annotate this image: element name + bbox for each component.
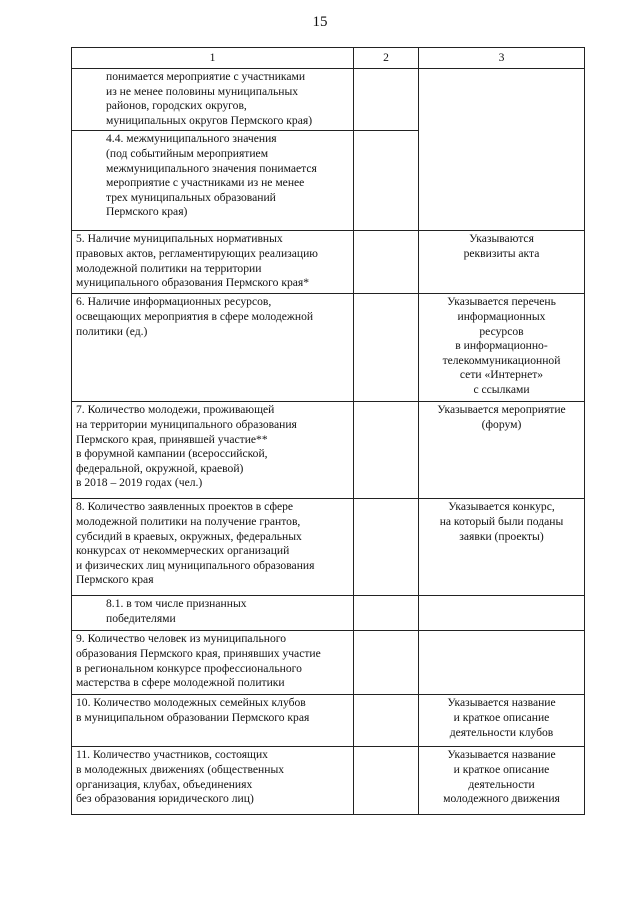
table-row (72, 695, 585, 747)
indicator-cell: 8. Количество заявленных проектов в сфере молодежной политики на получение грантов, субсидий в краевых, окружных, федеральных конкурсах от некоммерческих организаций и физических лиц муниципального образования Пермского края (72, 499, 354, 596)
column-header-3: 3 (419, 48, 585, 69)
indicators-table (71, 47, 585, 815)
value-cell (354, 631, 419, 695)
value-cell (354, 231, 419, 294)
value-cell (354, 131, 419, 231)
indicator-cell: 11. Количество участников, состоящих в молодежных движениях (общественных организация, клубах, объединениях без образования юридического лиц) (72, 747, 354, 815)
note-cell: Указывается перечень информационных ресурсов в информационно- телекоммуникационной сети «Интернет» с ссылками (419, 294, 585, 402)
indicator-cell: 8.1. в том числе признанных победителями (72, 596, 354, 631)
column-header-1: 1 (72, 48, 354, 69)
value-cell (354, 747, 419, 815)
value-cell (354, 499, 419, 596)
note-cell: Указываются реквизиты акта (419, 231, 585, 294)
value-cell (354, 69, 419, 131)
value-cell (354, 596, 419, 631)
value-cell (354, 402, 419, 499)
table-row (72, 402, 585, 499)
table-row (72, 499, 585, 596)
table-row (72, 596, 585, 631)
column-header-2: 2 (354, 48, 419, 69)
note-cell (419, 631, 585, 695)
indicator-cell: 6. Наличие информационных ресурсов, освещающих мероприятия в сфере молодежной политики (ед.) (72, 294, 354, 402)
note-cell: Указывается название и краткое описание деятельности клубов (419, 695, 585, 747)
note-cell (419, 596, 585, 631)
note-cell: Указывается название и краткое описание деятельности молодежного движения (419, 747, 585, 815)
table-row (72, 69, 585, 131)
note-cell: Указывается мероприятие (форум) (419, 402, 585, 499)
indicator-cell: 7. Количество молодежи, проживающей на территории муниципального образования Пермского края, принявшей участие** в форумной кампании (всероссийской, федеральной, окружной, краевой) в 2018 – 2019 годах (чел.) (72, 402, 354, 499)
indicator-cell: 5. Наличие муниципальных нормативных правовых актов, регламентирующих реализацию молодежной политики на территории муниципального образования Пермского края* (72, 231, 354, 294)
table-row (72, 294, 585, 402)
value-cell (354, 695, 419, 747)
indicator-cell: понимается мероприятие с участниками из не менее половины муниципальных районов, городских округов, муниципальных округов Пермского края) (72, 69, 354, 131)
table-row (72, 231, 585, 294)
indicator-cell: 10. Количество молодежных семейных клубов в муниципальном образовании Пермского края (72, 695, 354, 747)
table-header-row (72, 48, 585, 69)
note-cell: Указывается конкурс, на который были поданы заявки (проекты) (419, 499, 585, 596)
table-row (72, 631, 585, 695)
note-cell (419, 69, 585, 231)
value-cell (354, 294, 419, 402)
indicator-cell: 9. Количество человек из муниципального образования Пермского края, принявших участие в региональном конкурсе профессионального мастерства в сфере молодежной политики (72, 631, 354, 695)
indicator-cell: 4.4. межмуниципального значения (под событийным мероприятием межмуниципального значения понимается мероприятие с участниками из не менее трех муниципальных образований Пермского края) (72, 131, 354, 231)
table-row (72, 747, 585, 815)
page-number: 15 (312, 14, 328, 30)
